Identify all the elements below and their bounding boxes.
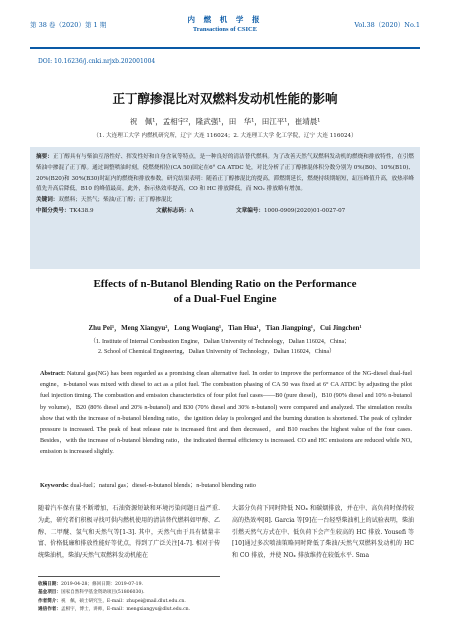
journal-name-cn: 内 燃 机 学 报 (187, 15, 263, 24)
footnote-rule (38, 576, 220, 577)
doi-line[interactable]: DOI: 10.16236/j.cnki.nrjxb.202001004 (38, 58, 156, 65)
keywords-en-text: dual-fuel；natural gas；diesel-n-butanol blends；n-butanol blending ratio (70, 482, 256, 489)
footnote-author (38, 598, 233, 606)
affiliation-cn: （1. 大连理工大学 内燃机研究所，辽宁 大连 116024；2. 大连理工大学 化工学院，辽宁 大连 116024） (93, 133, 357, 139)
body-column-right: 大部分负荷下同时降低 NOₓ 和碳烟排放，并在中、高负荷时保持较高的热效率[8]. Garcia 等[9]在一台轻型柴油机上的试验表明，柴油引燃天然气方式在中、低负荷下会产生较高的 HC 排放. Yousefi 等[10]通过多次喷油策略同时降低了柴油/天然气双燃料发动机的 HC 和 CO 排放，并使 NOₓ 排放维持在较低水平. Sma (232, 505, 414, 560)
abstract-en-text: Natural gas(NG) has been regarded as a promising clean alternative fuel. In order to improve the performance of the NG-diesel dual-fuel engine，n-butanol was mixed with diesel to act as a pilot fuel. The combustion phasing of CA 50 was fixed at 6° CA ATDC by adjusting the pilot fuel injection timing. The combustion and emission characteristics of four pilot fuel cases——B0 (pure diesel)，B10 (90% diesel and 10% n-butanol by volume)，B20 (80% diesel and 20% n-butanol) and B30 (70% diesel and 30% n-butanol) were compared and analyzed. The simulation results show that with the increase of n-butanol blending ratio，the ignition delay is prolonged and the burning duration is shortened. The peak of cylinder pressure is increased. The peak of heat release rate is increased first and then decreased，and B10 reaches the highest value of the four cases. Besides，with the increase of n-butanol blending ratio，the indicated thermal efficiency is increased. CO and HC emissions are reduced while NOₓ emission is increased slightly. (40, 370, 412, 456)
abstract-cn-box (30, 147, 420, 269)
title-en-line-1: Effects of n-Butanol Blending Ratio on the Performance (93, 278, 357, 290)
abstract-en-label: Abstract: (40, 370, 66, 377)
keywords-en (40, 480, 412, 489)
title-cn: 正丁醇掺混比对双燃料发动机性能的影响 (112, 91, 338, 106)
affiliation-en-2: 2. School of Chemical Engineering，Dalian University of Technology，Dalian 116024，China） (98, 349, 336, 355)
abstract-en (40, 368, 412, 458)
footnote-contact-label: 通信作者： (38, 607, 61, 613)
footnote-contact (38, 606, 233, 614)
volume-issue-en: Vol.38（2020）No.1 (354, 21, 420, 29)
authors-en: Zhu Pei¹，Meng Xiangyu²，Long Wuqiang¹，Tian Hua¹，Tian Jiangping¹，Cui Jingchen¹ (88, 324, 362, 332)
abstract-cn-text: 正丁醇具有与柴油互溶性好、挥发性好和自身含氧等特点，是一种良好的清洁替代燃料。为了改善天然气双燃料发动机的燃烧和排放特性，在引燃柴油中掺混了正丁醇。通过调整喷油时刻，使燃烧相位(CA 50)固定在6° CA ATDC 处，对比分析了正丁醇掺混体积分数分别为 0%(B0)、10%(B10)、20%(B20)和 30%(B30)时缸内的燃烧和排放参数。研究结果表明：随着正丁醇掺混比的提高，滞燃期延长，燃烧持续期缩短，缸压峰值升高，放热率峰值先升高后降低，B10 的峰值最高。此外，指示热效率提高，CO 和 HC 排放降低，而 NOₓ 排放略有增加。 (36, 154, 414, 193)
doc-code-value: A (189, 207, 194, 214)
footnote-author-text: 祝 佩，硕士研究生，E-mail：zhupei@mail.dlut.edu.cn. (60, 598, 186, 604)
journal-name-en: Transactions of CSICE (192, 26, 258, 33)
authors-cn: 祝 佩¹，孟相宇²，隆武强¹，田 华¹，田江平¹，崔靖晨¹ (129, 117, 321, 126)
header-rule (30, 47, 420, 49)
footnote-received-label: 收稿日期： (38, 582, 61, 587)
footnote-received-text: 2019-04-28；修回日期：2019-07-19. (60, 582, 143, 587)
keywords-cn (36, 195, 414, 206)
affiliation-en-1: （1. Institute of Internal Combustion Engine，Dalian University of Technology，Dalian 116024，China； (90, 339, 351, 345)
keywords-en-label: Keywords: (40, 482, 69, 489)
doc-code-label: 文献标志码： (156, 207, 190, 214)
clc-label: 中图分类号： (36, 207, 70, 214)
body-column-left: 随着汽车保有量不断增加，石油资源短缺和环境污染问题日益严重. 为此，研究者们积极寻找可供内燃机使用的清洁替代燃料如甲醇、乙醇、二甲醚、氢气和天然气等[1-3]. 其中，天然气由于具有储量丰富、价格低廉和排放性能好等优点，得到了广泛关注[4-7]. 相对于传统柴油机，柴油/天然气双燃料发动机能在 (38, 505, 220, 560)
keywords-cn-text: 双燃料；天然气；柴油/正丁醇；正丁醇掺混比 (58, 197, 173, 204)
footnote-fund-label: 基金项目： (38, 590, 61, 596)
abstract-cn (36, 152, 414, 195)
title-en-line-2: of a Dual-Fuel Engine (173, 293, 277, 305)
article-no-label: 文章编号： (236, 207, 264, 214)
footnotes (38, 581, 233, 615)
footnote-fund-text: 国家自然科学基金资助项目(51806030). (60, 590, 145, 596)
article-no-value: 1000-0909(2020)01-0027-07 (263, 207, 346, 214)
clc-value: TK438.9 (69, 207, 94, 214)
footnote-received (38, 581, 233, 589)
footnote-fund (38, 589, 233, 597)
footnote-contact-text: 孟相宇，博士，讲师，E-mail：mengxiangyu@dlut.edu.cn. (60, 607, 191, 613)
keywords-cn-label: 关键词： (36, 197, 59, 204)
affiliation-en (90, 337, 410, 357)
volume-issue-cn: 第 38 卷（2020）第 1 期 (30, 21, 107, 29)
footnote-author-label: 作者简介： (38, 598, 61, 604)
article-meta-cn (36, 206, 414, 217)
journal-header (30, 12, 420, 44)
title-en (0, 277, 450, 307)
abstract-cn-label: 摘要： (36, 154, 53, 160)
